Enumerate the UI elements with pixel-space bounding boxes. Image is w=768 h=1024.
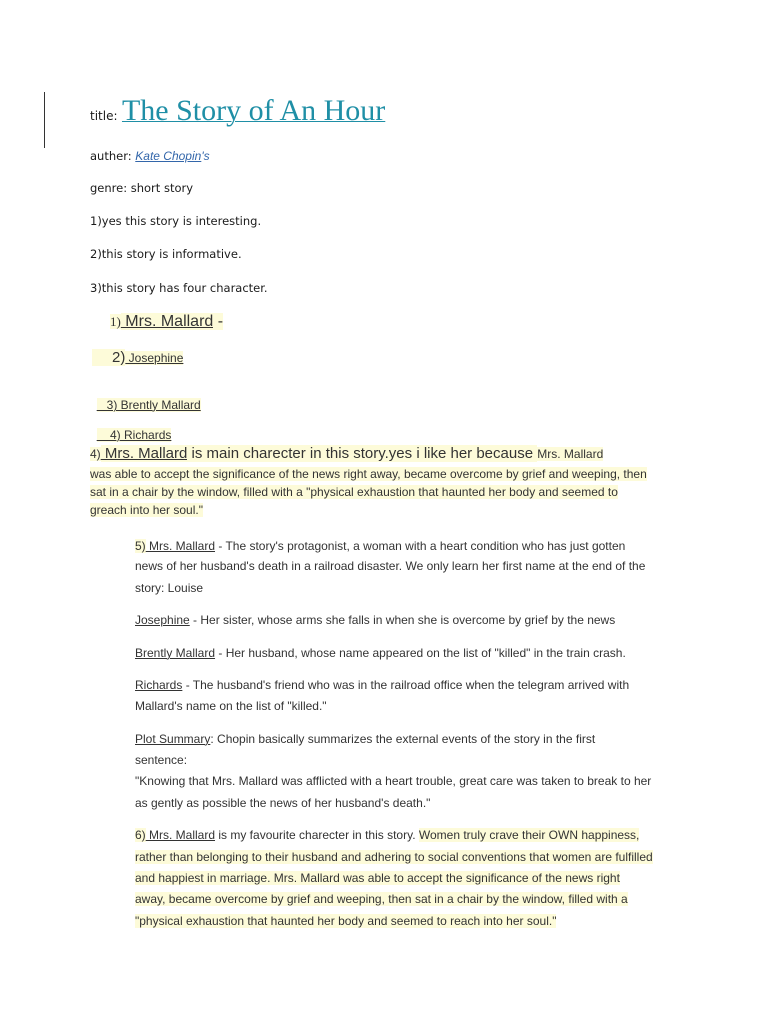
answer-2: 2)this story is informative. [90, 247, 242, 261]
richards-desc-1: - The husband's friend who was in the railroad office when the telegram arrived with [182, 678, 630, 692]
q4-lead: is main charecter in this story.yes i like her because [187, 445, 538, 462]
josephine-name[interactable]: Josephine [135, 613, 190, 627]
q5-num: 5) [135, 539, 146, 553]
character-1-suffix: - [213, 313, 224, 330]
q6-lead: is my favourite charecter in this story. [215, 828, 419, 842]
character-2 [92, 349, 183, 366]
character-2-num: 2) [92, 349, 125, 366]
q6-line-5 [135, 914, 556, 928]
character-1-num: 1) [110, 314, 121, 329]
q4-line-4 [90, 503, 203, 517]
text-cursor [44, 92, 45, 148]
plot-text-1: : Chopin basically summarizes the external events of the story in the first [210, 732, 596, 746]
josephine-line [135, 613, 615, 627]
character-1-name[interactable]: Mrs. Mallard [120, 313, 214, 330]
answer-3: 3)this story has four character. [90, 281, 268, 295]
character-3 [90, 384, 201, 412]
title-label: title: [90, 109, 118, 123]
q6-text-1: Women truly crave their OWN happiness, [418, 828, 640, 842]
author-suffix: 's [201, 149, 210, 163]
q5-name[interactable]: Mrs. Mallard [145, 539, 216, 553]
q6-text-2: rather than belonging to their husband and adhering to social conventions that women are fulfilled [135, 850, 653, 864]
title-line [90, 94, 385, 128]
character-1 [110, 313, 223, 331]
q6-line-1 [135, 828, 639, 842]
q4-line-3 [90, 485, 618, 499]
q4-text-1: Mrs. Mallard [537, 447, 604, 461]
q4-text-2: was able to accept the significance of the news right away, became overcome by grief and weeping, then [90, 467, 647, 481]
answer-1: 1)yes this story is interesting. [90, 214, 262, 228]
plot-line-1 [135, 732, 595, 746]
genre-line: genre: short story [90, 181, 194, 195]
brently-line [135, 646, 626, 660]
q5-line-3: story: Louise [135, 581, 204, 595]
q4-line-1 [90, 445, 603, 462]
richards-name[interactable]: Richards [135, 678, 183, 692]
author-link[interactable]: Kate Chopin [135, 149, 202, 163]
q6-line-3 [135, 871, 620, 885]
richards-line-2: Mallard's name on the list of "killed." [135, 699, 327, 713]
author-line [90, 149, 210, 163]
q6-name[interactable]: Mrs. Mallard [145, 828, 216, 842]
q4-text-4: greach into her soul." [90, 503, 203, 517]
plot-label[interactable]: Plot Summary [135, 732, 211, 746]
q5-text-1: - The story's protagonist, a woman with a heart condition who has just gotten [215, 539, 626, 553]
q4-name[interactable]: Mrs. Mallard [100, 445, 188, 462]
q6-line-2 [135, 850, 653, 864]
q6-num: 6) [135, 828, 146, 842]
q4-text-3: sat in a chair by the window, filled with a "physical exhaustion that haunted her body and seemed to [90, 485, 618, 499]
q6-text-4: away, became overcome by grief and weeping, then sat in a chair by the window, filled with a [135, 892, 628, 906]
q4-num: 4) [90, 447, 101, 461]
character-3-name[interactable]: 3) Brently Mallard [96, 398, 201, 412]
plot-line-2: sentence: [135, 753, 188, 767]
plot-line-4: as gently as possible the news of her husband's death." [135, 796, 431, 810]
character-4 [90, 414, 171, 442]
character-4-name[interactable]: 4) Richards [96, 428, 172, 442]
plot-line-3: "Knowing that Mrs. Mallard was afflicted with a heart trouble, great care was taken to break to her [135, 774, 652, 788]
richards-line-1 [135, 678, 629, 692]
character-2-name[interactable]: Josephine [125, 351, 184, 365]
q5-line-1 [135, 539, 625, 553]
q4-line-2 [90, 467, 647, 481]
brently-name[interactable]: Brently Mallard [135, 646, 216, 660]
q5-line-2: news of her husband's death in a railroad disaster. We only learn her first name at the end of the [135, 559, 646, 573]
josephine-desc: - Her sister, whose arms she falls in when she is overcome by grief by the news [189, 613, 616, 627]
q6-line-4 [135, 892, 628, 906]
page-title[interactable]: The Story of An Hour [121, 94, 386, 127]
author-label: auther: [90, 149, 132, 163]
q6-text-3: and happiest in marriage. Mrs. Mallard was able to accept the significance of the news right [135, 871, 620, 885]
brently-desc: - Her husband, whose name appeared on the list of "killed" in the train crash. [215, 646, 626, 660]
q6-text-5: "physical exhaustion that haunted her body and seemed to reach into her soul." [135, 914, 557, 928]
